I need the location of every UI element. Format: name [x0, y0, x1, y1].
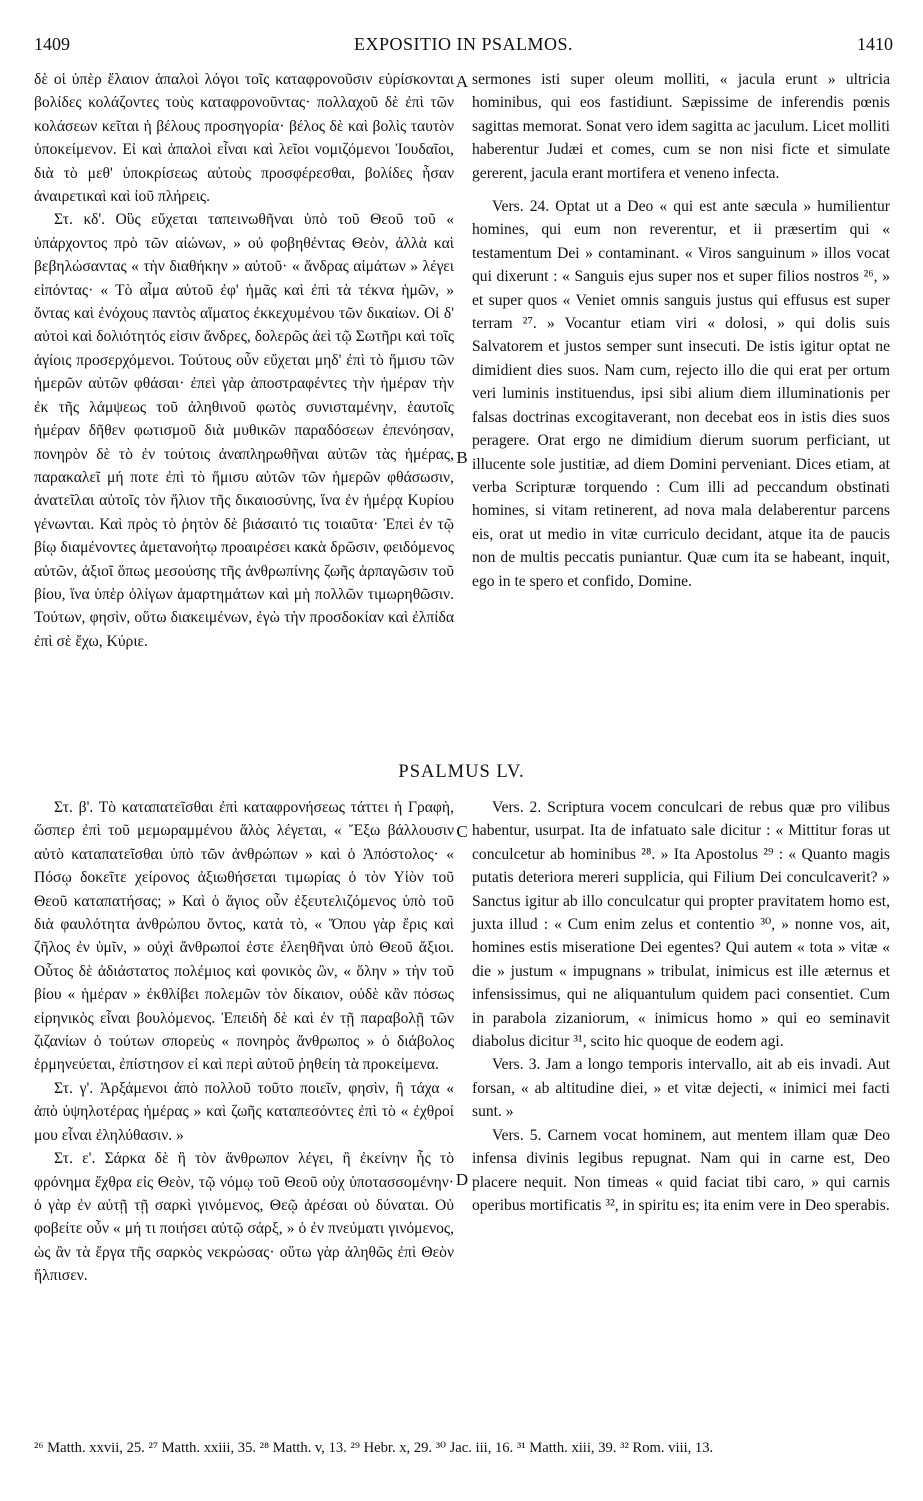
- latin-paragraph: Vers. 5. Carnem vocat hominem, aut mentem illam quæ Deo infensa divinis legibus repugnat. Nam qui in carne est, Deo placere nequit. Non timeas « quid faciat tibi caro, » qui carnis operibus mortificatis ³², in spiritu es; ita enim vere in Deo sperabis.: [472, 1126, 890, 1214]
- latin-column-bottom: [472, 796, 890, 1217]
- greek-paragraph: Στ. γ'. Ἀρξάμενοι ἀπὸ πολλοῦ τοῦτο ποιεῖν, φησὶν, ἢ τάχα « ἀπὸ ὑψηλοτέρας ἡμέρας » καὶ ζωῆς καταπεσόντες ἐπὶ τὸ « ἐχθροί μου εἶναι ἐληλύθασιν. »: [34, 1079, 454, 1144]
- footnotes: ²⁶ Matth. xxvii, 25. ²⁷ Matth. xxiii, 35. ²⁸ Matth. v, 13. ²⁹ Hebr. x, 29. ³⁰ Jac. iii, 16. ³¹ Matth. xiii, 39. ³² Rom. viii, 13.: [34, 1440, 714, 1456]
- running-title: EXPOSITIO IN PSALMOS.: [353, 34, 574, 54]
- greek-column-top: [34, 68, 454, 653]
- psalm-heading: PSALMUS LV.: [398, 762, 525, 782]
- greek-paragraph: Στ. κδ'. Οὓς εὔχεται ταπεινωθῆναι ὑπὸ τοῦ Θεοῦ τοῦ « ὑπάρχοντος πρὸ τῶν αἰώνων, » οὐ φοβηθέντας Θεὸν, ἀλλὰ καὶ βεβηλώσαντας « τὴν διαθήκην » αὐτοῦ· « ἄνδρας αἱμάτων » λέγει εἰπόντας· « Τὸ αἷμα αὐτοῦ ἐφ' ἡμᾶς καὶ ἐπὶ τὰ τέκνα ἡμῶν, » ὄντας καὶ ἐνόχους παντὸς αἵματος ἐκκεχυμένου τῶν δικαίων. Οἱ δ' αὐτοὶ καὶ δολιότητός εἰσιν ἄνδρες, δολερῶς ἀεὶ τῷ Σωτῆρι καὶ τοῖς ἁγίοις προσερχόμενοι. Τούτους οὖν εὔχεται μηδ' ἐπὶ τὸ ἥμισυ τῶν ἡμερῶν αὐτῶν φθάσαι· ἐπεὶ γὰρ ἀποστραφέντες τὴν ἡμέραν τὴν ἐκ τῆς λάμψεως τοῦ ἀληθινοῦ φωτὸς συνισταμένην, ἑαυτοῖς ἡμέραν δῆθεν φωτισμοῦ διὰ μυθικῶν παραδόσεων ἐπενόησαν, πονηρὸν δὲ τὸ ἐν τούτοις ἀναπληρωθῆναι αὐτῶν τὰς ἡμέρας, παρακαλεῖ μή ποτε ἐπὶ τὸ ἥμισυ αὐτῶν τῶν ἡμερῶν φθάσωσιν, ἀνατεῖλαι αὐτοῖς τὸν ἥλιον τῆς δικαιοσύνης, ἵνα ἐν ἡμέρᾳ Κυρίου γένωνται. Καὶ πρὸς τὸ ῥητὸν δὲ βιάσαιτό τις τοιαῦτα· Ἐπεὶ ἐν τῷ βίῳ διαμένοντες ἀμετανοήτῳ προαιρέσει κακὰ δρῶσιν, φειδόμενος αὐτῶν, ἀξιοῖ ὅπως μεσούσης τῆς ἀνθρωπίνης ζωῆς ἁρπαγῶσιν τοῦ βίου, ἵνα ὑπὲρ ὀλίγων ἁμαρτημάτων καὶ μὴ πολλῶν τιμωρηθῶσιν. Τούτων, φησὶν, οὕτω διακειμένων, ἐγὼ τὴν προσδοκίαν καὶ ἐλπίδα ἐπὶ σὲ ἔχω, Κύριε.: [34, 211, 454, 650]
- greek-paragraph: Στ. β'. Τὸ καταπατεῖσθαι ἐπὶ καταφρονήσεως τάττει ἡ Γραφὴ, ὥσπερ ἐπὶ τοῦ μεμωραμμένου ἅλὸς λέγεται, « Ἔξω βάλλουσιν αὐτὸ καταπατεῖσθαι ὑπὸ τῶν ἀνθρώπων » καὶ ὁ Ἀπόστολος· « Πόσῳ δοκεῖτε χείρονος ἀξιωθήσεται τιμωρίας ὁ τὸν Υἱὸν τοῦ Θεοῦ καταπατήσας; » Καὶ ὁ ἅγιος οὖν ἐξευτελιζόμενος ὑπὸ τοῦ διὰ φαυλότητα ἀνθρώπου ὄντος, κατὰ τὸ, « Ὅπου γὰρ ἔρις καὶ ζῆλος ἐν ὑμῖν, » οὐχὶ ἄνθρωποί ἐστε ἐλεηθῆναι ὑπὸ Θεοῦ ἄξιοι. Οὗτος δὲ ἀδιάστατος πολέμιος καὶ φονικὸς ὢν, « ὅλην » τὴν τοῦ βίου « ἡμέραν » ἐκθλίβει πολεμῶν τὸν δίκαιον, οὐδὲ κἂν πόσως εἰρηνικὸς εἶναι βουλόμενος. Ἐπειδὴ δὲ καὶ ἐν τῇ παραβολῇ τῶν ζιζανίων ὁ τούτων σπορεὺς « πονηρὸς ἄνθρωπος » ὁ διάβολος ἑρμηνεύεται, ἐπίστησον εἰ καὶ περὶ αὐτοῦ ῥηθείη τὰ προκείμενα.: [34, 799, 454, 1074]
- margin-marker-c: C: [456, 822, 468, 841]
- latin-column-top: [472, 68, 890, 593]
- margin-marker-a: A: [455, 72, 469, 91]
- latin-paragraph: Vers. 24. Optat ut a Deo « qui est ante sæcula » humilientur homines, qui eum non reverentur, et ii præsertim qui « testamentum Dei » contaminant. « Viros sanguinum » illos vocat qui dixerunt : « Sanguis ejus super nos et super filios nostros ²⁶, » et super quos « Veniet omnis sanguis justus qui effusus est super terram ²⁷. » Vocantur etiam viri « dolosi, » qui dolis suis Salvatorem et justos semper sunt insecuti. De istis igitur optat ne dimidient dies suos. Nam cum, rejecto illo die qui erat per ortum veri luminis instituendus, ipsi sibi alium diem illuminationis per falsas doctrinas excogitaverant, non decebat eos in istis dies suos peragere. Orat ergo ne dimidium dierum suorum perficiant, ut illucente sole justitiæ, ad diem Domini perveniant. Dices etiam, at verba Scripturæ torquendo : Cum illi ad peccandum obstinati homines, si vitam retinerent, ad nova mala delaberentur parcens eis, orat ut medio in vitæ curriculo decidant, atque ita de paucis non de multis peccatis puniantur. Quæ cum ita se habeant, inquit, ego in te spero et confido, Domine.: [472, 198, 890, 590]
- margin-marker-b: B: [456, 448, 468, 467]
- latin-paragraph: sermones isti super oleum molliti, « jacula erunt » ultricia hominibus, qui eos fastidiunt. Sæpissime de inferendis pœnis sagittas memorat. Sonat vero idem sagitta ac jaculum. Licet molliti haberentur Judæi et comes, cum se non nisi ficte et simulate gererent, jacula erant mortifera et veneno infecta.: [472, 71, 890, 182]
- latin-paragraph: Vers. 3. Jam a longo temporis intervallo, ait ab eis invadi. Aut forsan, « ab altitudine diei, » et vitæ dejecti, « inimici mei facti sunt. »: [472, 1056, 890, 1121]
- running-header: [34, 34, 893, 58]
- greek-paragraph: Στ. ε'. Σάρκα δὲ ἢ τὸν ἄνθρωπον λέγει, ἢ ἐκείνην ἧς τὸ φρόνημα ἔχθρα εἰς Θεὸν, τῷ νόμῳ τοῦ Θεοῦ οὐχ ὑποτασσομένην· ὁ γὰρ ἐν αὐτῇ τῇ σαρκὶ γινόμενος, Θεῷ ἀρέσαι οὐ δύναται. Οὐ φοβείτε οὖν « μή τι ποιήσει αὐτῷ σάρξ, » ὁ ἐν πνεύματι γινόμενος, ὡς ἂν τὰ ἔργα τῆς σαρκὸς νεκρώσας· οὕτω γὰρ ἀληθῶς ἐπὶ Θεὸν ἤλπισεν.: [34, 1150, 454, 1285]
- page-number-right: 1410: [857, 34, 893, 54]
- margin-marker-d: D: [455, 1170, 469, 1189]
- greek-column-bottom: [34, 796, 454, 1288]
- greek-paragraph: δὲ οἱ ὑπὲρ ἔλαιον ἁπαλοὶ λόγοι τοῖς καταφρονοῦσιν εὑρίσκονται βολίδες κολάζοντες τοὺς καταφρονοῦντας· πολλαχοῦ δὲ ἐπὶ τῶν κολάσεων κεῖται ἡ βέλους προσηγορία· βέλος δὲ καὶ βολὶς ταυτὸν ὑποκείμενον. Εἰ καὶ ἁπαλοὶ εἶναι καὶ λεῖοι νομιζόμενοι Ἰουδαῖοι, διὰ τὸ μεθ' ὑποκρίσεως αὐτοὺς προσφέρεσθαι, βολίδες ἦσαν ἀναιρετικαὶ καὶ ἰοῦ πλήρεις.: [34, 71, 454, 206]
- page-number-left: 1409: [34, 34, 70, 54]
- latin-paragraph: Vers. 2. Scriptura vocem conculcari de rebus quæ pro vilibus habentur, usurpat. Ita de infatuato sale dicitur : « Mittitur foras ut conculcetur ab hominibus ²⁸. » Ita Apostolus ²⁹ : « Quanto magis putatis deteriora mereri supplicia, qui Filium Dei conculcaverit? » Sanctus igitur ab illo conculcatur qui propter pravitatem homo est, juxta illud : « Cum enim zelus et contentio ³⁰, » nonne vos, ait, homines estis miseratione Dei egentes? Qui autem « tota » vitæ « die » justum « impugnans » tribulat, inimicus est ille æternus et infensissimus, qui ne aliquantulum quidem paci consentiet. Cum in parabola zizaniorum, « inimicus homo » qui eo seminavit diabolus dicitur ³¹, scito hic quoque de eodem agi.: [472, 799, 890, 1051]
